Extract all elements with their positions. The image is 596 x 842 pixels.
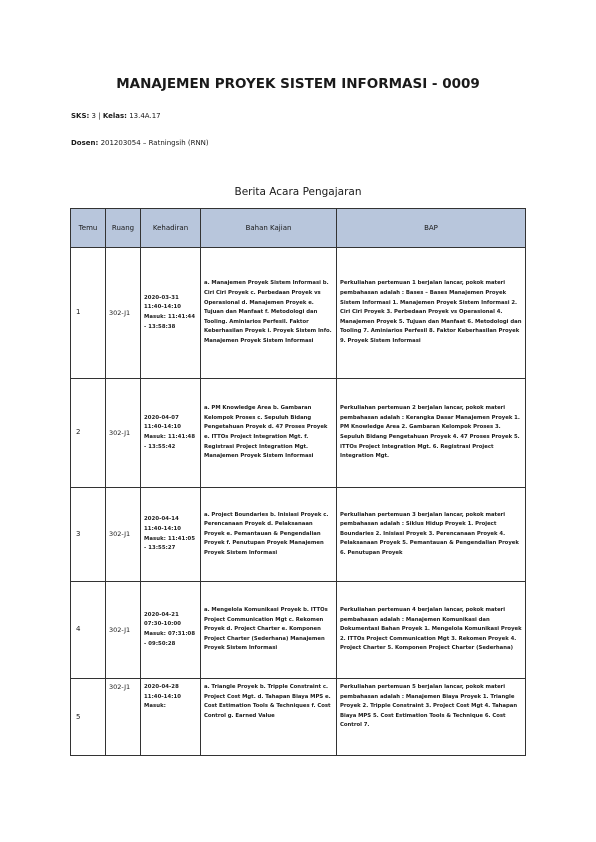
dosen-value: 201203054 – Ratningsih (RNN) <box>100 139 209 147</box>
bahan-kajian-cell: a. Project Boundaries b. Inisiasi Proyek c. Perencanaan Proyek d. Pelaksanaan Proyek e. Pemantauan & Pengendalian Proyek f. Penutupan Proyek Manajemen Proyek Sistem Informasi <box>201 488 337 582</box>
section-title: Berita Acara Pengajaran <box>234 186 362 198</box>
temu-cell: 1 <box>71 248 106 379</box>
table-row <box>71 488 526 582</box>
teaching-report-table <box>70 208 526 756</box>
kelas-value: 13.4A.17 <box>129 112 161 120</box>
bap-cell: Perkuliahan pertemuan 1 berjalan lancar, pokok materi pembahasan adalah : Bases – Bases Manajemen Proyek Sistem Informasi 1. Manajemen Proyek Sistem Informasi 2. Ciri Ciri Proyek 3. Perbedaan Proyek vs Operasional 4. Manajemen Proyek 5. Tujuan dan Manfaat 6. Metodologi dan Tooling 7. Aminiarios Perfesil 8. Faktor Keberhasilan Proyek 9. Proyek Sistem Informasi <box>337 248 526 379</box>
temu-cell: 3 <box>71 488 106 582</box>
bap-cell: Perkuliahan pertemuan 5 berjalan lancar, pokok materi pembahasan adalah : Manajemen Biaya Proyek 1. Triangle Proyek 2. Tripple Constraint 3. Project Cost Mgt 4. Tahapan Biaya MPS 5. Cost Estimation Tools & Technique 6. Cost Control 7. <box>337 679 526 756</box>
page-title: MANAJEMEN PROYEK SISTEM INFORMASI - 0009 <box>116 76 480 92</box>
table-row <box>71 582 526 679</box>
bap-cell: Perkuliahan pertemuan 2 berjalan lancar, pokok materi pembahasan adalah : Kerangka Dasar Manajemen Proyek 1. PM Knowledge Area 2. Gambaran Kelompok Proses 3. Sepuluh Bidang Pengetahuan Proyek 4. 47 Proses Proyek 5. ITTOs Project Integration Mgt. 6. Registrasi Project Integration Mgt. <box>337 379 526 488</box>
column-header-bap: BAP <box>337 209 526 248</box>
temu-cell: 4 <box>71 582 106 679</box>
kehadiran-cell: 2020-04-21 07:30-10:00 Masuk: 07:31:08 - 09:50:28 <box>141 582 201 679</box>
column-header-temu: Temu <box>71 209 106 248</box>
table-row <box>71 379 526 488</box>
meta-separator: | <box>98 112 101 120</box>
kelas-label: Kelas: <box>102 112 127 120</box>
kehadiran-cell: 2020-03-31 11:40-14:10 Masuk: 11:41:44 - 13:58:38 <box>141 248 201 379</box>
ruang-cell: 302-J1 <box>106 582 141 679</box>
bahan-kajian-cell: a. Mengelola Komunikasi Proyek b. ITTOs Project Communication Mgt c. Rekomen Proyek d. Project Charter e. Komponen Project Charter (Sederhana) Manajemen Proyek Sistem Informasi <box>201 582 337 679</box>
sks-value: 3 <box>91 112 97 120</box>
lecturer-meta <box>71 139 209 147</box>
kehadiran-cell: 2020-04-14 11:40-14:10 Masuk: 11:41:05 - 13:55:27 <box>141 488 201 582</box>
bahan-kajian-cell: a. PM Knowledge Area b. Gambaran Kelompok Proses c. Sepuluh Bidang Pengetahuan Proyek d. 47 Proses Proyek e. ITTOs Project Integration Mgt. f. Registrasi Project Integration Mgt. Manajemen Proyek Sistem Informasi <box>201 379 337 488</box>
temu-cell: 5 <box>71 679 106 756</box>
table-header-row <box>71 209 526 248</box>
dosen-label: Dosen: <box>71 139 99 147</box>
ruang-cell: 302-J1 <box>106 488 141 582</box>
bahan-kajian-cell: a. Triangle Proyek b. Tripple Constraint c. Project Cost Mgt. d. Tahapan Biaya MPS e. Cost Estimation Tools & Techniques f. Cost Control g. Earned Value <box>201 679 337 756</box>
sks-label: SKS: <box>71 112 90 120</box>
column-header-bahan-kajian: Bahan Kajian <box>201 209 337 248</box>
table-row <box>71 248 526 379</box>
course-meta <box>71 112 161 120</box>
column-header-ruang: Ruang <box>106 209 141 248</box>
kehadiran-cell: 2020-04-28 11:40-14:10 Masuk: <box>141 679 201 756</box>
ruang-cell: 302-J1 <box>106 679 141 756</box>
bap-cell: Perkuliahan pertemuan 4 berjalan lancar, pokok materi pembahasan adalah : Manajemen Komunikasi dan Dokumentasi Bahan Proyek 1. Mengelola Komunikasi Proyek 2. ITTOs Project Communication Mgt 3. Rekomen Proyek 4. Project Charter 5. Komponen Project Charter (Sederhana) <box>337 582 526 679</box>
bap-cell: Perkuliahan pertemuan 3 berjalan lancar, pokok materi pembahasan adalah : Siklus Hidup Proyek 1. Project Boundaries 2. Inisiasi Proyek 3. Perencanaan Proyek 4. Pelaksanaan Proyek 5. Pemantauan & Pengendalian Proyek 6. Penutupan Proyek <box>337 488 526 582</box>
column-header-kehadiran: Kehadiran <box>141 209 201 248</box>
ruang-cell: 302-J1 <box>106 248 141 379</box>
bahan-kajian-cell: a. Manajemen Proyek Sistem Informasi b. Ciri Ciri Proyek c. Perbedaan Proyek vs Operasional d. Manajemen Proyek e. Tujuan dan Manfaat f. Metodologi dan Tooling. Aminiarios Perfesil. Faktor Keberhasilan Proyek i. Proyek Sistem Info. Manajemen Proyek Sistem Informasi <box>201 248 337 379</box>
ruang-cell: 302-J1 <box>106 379 141 488</box>
kehadiran-cell: 2020-04-07 11:40-14:10 Masuk: 11:41:48 - 13:55:42 <box>141 379 201 488</box>
table-row <box>71 679 526 756</box>
temu-cell: 2 <box>71 379 106 488</box>
